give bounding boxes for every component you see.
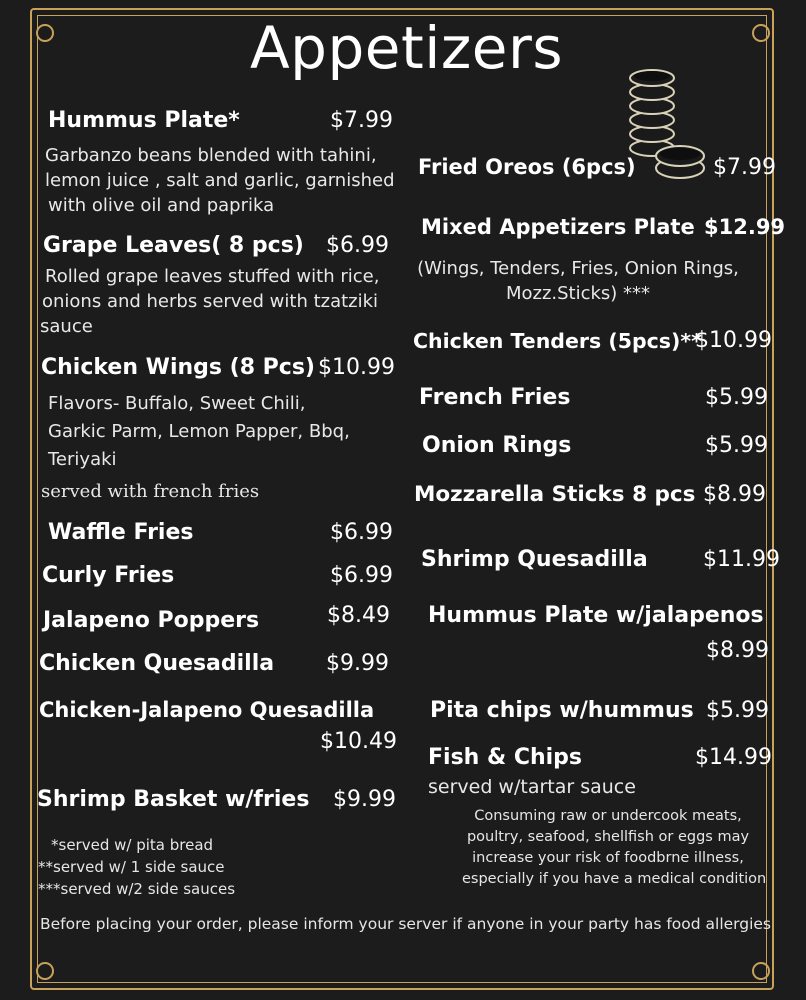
item-name-hummus-plate-jalapenos: Hummus Plate w/jalapenos: [428, 603, 764, 628]
item-desc-hummus-plate: [45, 143, 395, 218]
corner-ornament-icon: [752, 962, 770, 980]
desc-line: Rolled grape leaves stuffed with rice,: [45, 266, 380, 287]
desc-line: Garbanzo beans blended with tahini,: [45, 145, 377, 166]
footnotes: [38, 834, 235, 900]
item-price-onion-rings: $5.99: [705, 433, 768, 458]
item-price-grape-leaves: $6.99: [326, 233, 389, 258]
item-name-mixed-appetizers: Mixed Appetizers Plate: [421, 215, 695, 239]
item-price-fish-chips: $14.99: [695, 745, 772, 770]
item-desc-chicken-wings: [48, 390, 350, 474]
item-price-shrimp-quesadilla: $11.99: [703, 547, 780, 572]
item-name-fish-chips: Fish & Chips: [428, 745, 583, 770]
item-name-chicken-quesadilla: Chicken Quesadilla: [39, 651, 275, 676]
item-name-hummus-plate: Hummus Plate*: [48, 108, 240, 133]
corner-ornament-icon: [36, 24, 54, 42]
item-name-grape-leaves: Grape Leaves( 8 pcs): [43, 233, 304, 258]
item-price-waffle-fries: $6.99: [330, 520, 393, 545]
desc-line: sauce: [40, 316, 93, 337]
item-name-jalapeno-poppers: Jalapeno Poppers: [43, 608, 260, 633]
allergy-notice: Before placing your order, please inform your server if anyone in your party has food allergies: [40, 915, 772, 933]
warning-line: poultry, seafood, shellfish or eggs may: [466, 829, 750, 845]
item-price-curly-fries: $6.99: [330, 563, 393, 588]
footnote-line: *served w/ pita bread: [51, 836, 214, 854]
item-name-fried-oreos: Fried Oreos (6pcs): [418, 155, 636, 179]
item-name-french-fries: French Fries: [419, 385, 571, 410]
corner-ornament-icon: [752, 24, 770, 42]
item-price-jalapeno-poppers: $8.49: [327, 603, 390, 628]
item-name-mozzarella-sticks: Mozzarella Sticks 8 pcs: [414, 482, 696, 507]
item-name-chicken-jalapeno-quesadilla: Chicken-Jalapeno Quesadilla: [39, 698, 375, 722]
item-name-pita-chips: Pita chips w/hummus: [430, 698, 694, 723]
item-price-shrimp-basket: $9.99: [333, 787, 396, 812]
warning-line: Consuming raw or undercook meats,: [474, 808, 742, 824]
footnote-line: ***served w/2 side sauces: [38, 880, 236, 898]
desc-line: Flavors- Buffalo, Sweet Chili,: [48, 393, 306, 414]
item-name-shrimp-quesadilla: Shrimp Quesadilla: [421, 547, 648, 572]
item-desc-grape-leaves: [42, 264, 379, 339]
item-price-fried-oreos: $7.99: [713, 155, 776, 180]
desc-line: (Wings, Tenders, Fries, Onion Rings,: [417, 258, 739, 279]
item-price-chicken-tenders: $10.99: [695, 328, 772, 353]
item-price-chicken-wings: $10.99: [318, 355, 395, 380]
item-name-shrimp-basket: Shrimp Basket w/fries: [37, 787, 310, 812]
item-price-chicken-jalapeno-quesadilla: $10.49: [320, 729, 397, 754]
item-desc-mixed-appetizers: [411, 256, 745, 306]
item-desc-fish-chips: served w/tartar sauce: [428, 776, 636, 798]
desc-line: Mozz.Sticks) ***: [505, 283, 651, 304]
desc-line: onions and herbs served with tzatziki: [42, 291, 379, 312]
item-price-french-fries: $5.99: [705, 385, 768, 410]
item-price-hummus-plate-jalapenos: $8.99: [706, 638, 769, 663]
item-name-chicken-tenders: Chicken Tenders (5pcs)**: [413, 329, 702, 353]
desc-line: Teriyaki: [48, 449, 117, 470]
item-price-chicken-quesadilla: $9.99: [326, 651, 389, 676]
item-name-onion-rings: Onion Rings: [422, 433, 572, 458]
warning-line: increase your risk of foodbrne illness,: [472, 850, 744, 866]
desc-line: lemon juice , salt and garlic, garnished: [45, 170, 395, 191]
item-note-chicken-wings: served with french fries: [41, 481, 260, 502]
health-warning: [462, 806, 767, 890]
item-price-pita-chips: $5.99: [706, 698, 769, 723]
item-name-waffle-fries: Waffle Fries: [48, 520, 194, 545]
item-name-curly-fries: Curly Fries: [42, 563, 175, 588]
desc-line: with olive oil and paprika: [48, 195, 275, 216]
page-title: Appetizers: [250, 14, 564, 82]
desc-line: Garkic Parm, Lemon Papper, Bbq,: [48, 421, 350, 442]
item-name-chicken-wings: Chicken Wings (8 Pcs): [41, 355, 315, 380]
corner-ornament-icon: [36, 962, 54, 980]
footnote-line: **served w/ 1 side sauce: [38, 858, 225, 876]
item-price-hummus-plate: $7.99: [330, 108, 393, 133]
item-price-mozzarella-sticks: $8.99: [703, 482, 766, 507]
warning-line: especially if you have a medical condition: [462, 871, 767, 887]
item-price-mixed-appetizers: $12.99: [704, 215, 786, 239]
